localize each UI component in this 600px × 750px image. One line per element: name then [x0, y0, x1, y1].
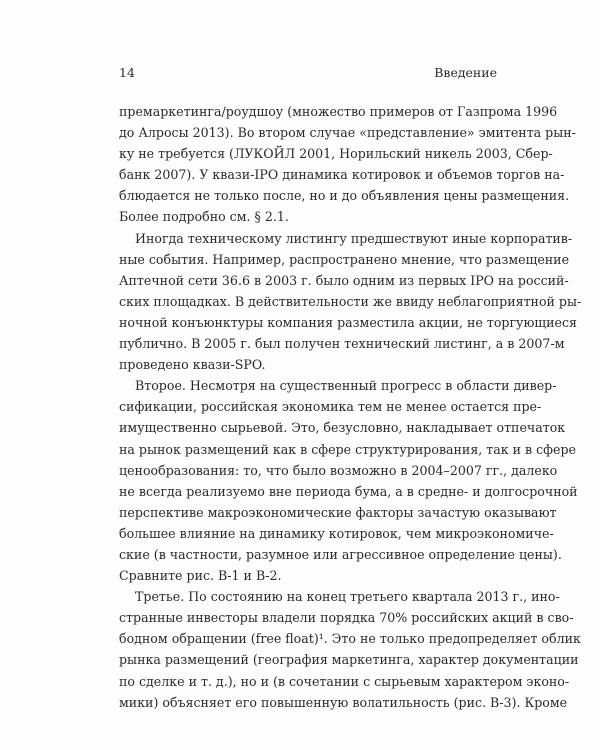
running-header — [119, 64, 497, 82]
page-number: 14 — [119, 65, 135, 80]
text-line: Более подробно см. § 2.1. — [119, 209, 289, 225]
text-line: банк 2007). У квази-IPO динамика котировок и объемов торгов на- — [119, 167, 565, 183]
text-line: до Алросы 2013). Во втором случае «представление» эмитента рын- — [119, 125, 576, 141]
text-line: имущественно сырьевой. Это, безусловно, накладывает отпечаток — [119, 420, 566, 436]
paragraph-first-line: Третье. По состоянию на конец третьего квартала 2013 г., ино- — [135, 589, 560, 605]
text-line: проведено квази-SPO. — [119, 357, 266, 373]
text-line: ночной конъюнктуры компания разместила акции, не торгующиеся — [119, 314, 577, 330]
text-line: не всегда реализуемо вне периода бума, а в средне- и долгосрочной — [119, 483, 578, 499]
text-line: по сделке и т. д.), но и (в сочетании с сырьевым характером эконо- — [119, 673, 570, 689]
paragraph-first-line: Иногда техническому листингу предшествуют иные корпоратив- — [135, 230, 573, 246]
text-line: Сравните рис. В-1 и В-2. — [119, 568, 282, 584]
text-line: премаркетинга/роудшоу (множество примеров от Газпрома 1996 — [119, 104, 558, 119]
text-line: ку не требуется (ЛУКОЙЛ 2001, Норильский никель 2003, Сбер- — [119, 146, 553, 162]
body-text — [119, 101, 582, 713]
paragraph-first-line: Второе. Несмотря на существенный прогресс в области дивер- — [135, 378, 557, 394]
text-line: ценообразования: то, что было возможно в 2004–2007 гг., далеко — [119, 462, 558, 478]
text-line: публично. В 2005 г. был получен технический листинг, а в 2007-м — [119, 336, 565, 352]
text-line: блюдается не только после, но и до объявления цены размещения. — [119, 188, 570, 204]
text-line: странные инвесторы владели порядка 70% российских акций в сво- — [119, 610, 574, 626]
text-line: ских площадках. В действительности же ввиду неблагоприятной ры- — [119, 293, 582, 309]
text-line: на рынок размещений как в сфере структурирования, так и в сфере — [119, 441, 576, 457]
text-line: мики) объясняет его повышенную волатильность (рис. В-3). Кроме — [119, 694, 568, 710]
text-line: ские (в частности, разумное или агрессивное определение цены). — [119, 546, 562, 562]
text-line: ные события. Например, распространено мнение, что размещение — [119, 251, 570, 267]
text-line: Аптечной сети 36.6 в 2003 г. было одним из первых IPO на россий- — [119, 272, 569, 288]
section-title: Введение — [434, 65, 497, 80]
text-line: перспективе макроэкономические факторы зачастую оказывают — [119, 504, 557, 520]
text-line: большее влияние на динамику котировок, чем микроэкономиче- — [119, 525, 554, 541]
text-line: сификации, российская экономика тем не менее остается пре- — [119, 399, 542, 415]
text-line: бодном обращении (free float)¹. Это не только предопределяет облик — [119, 631, 581, 647]
text-line: рынка размещений (география маркетинга, характер документации — [119, 652, 579, 668]
